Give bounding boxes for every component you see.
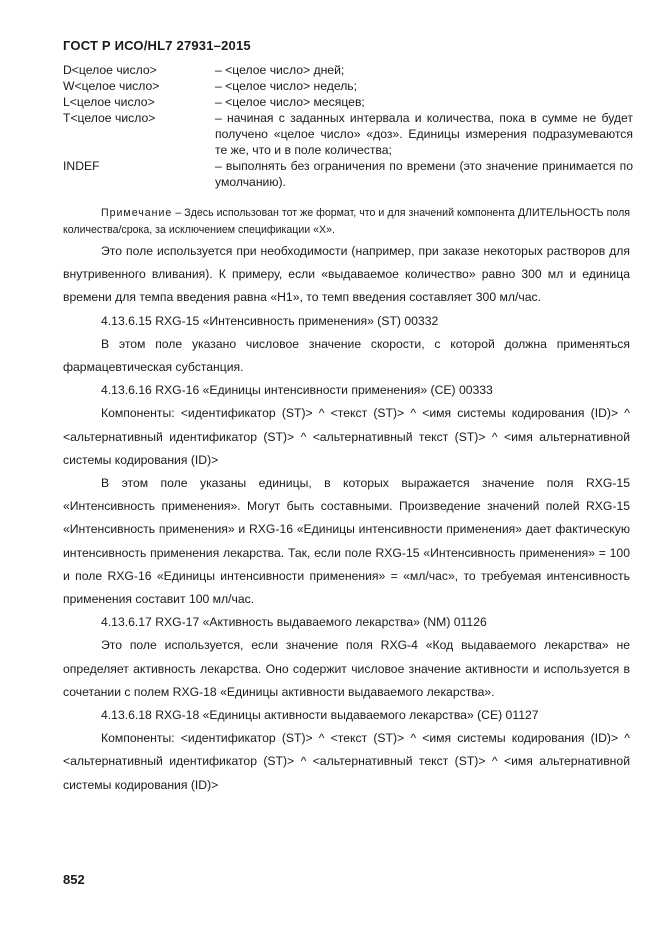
definition-term: D<целое число> [63,63,157,77]
definition-row [63,158,633,190]
note-label: Примечание [101,207,173,219]
paragraph: Это поле используется при необходимости (например, при заказе некоторых растворов для внутривенного вливания). К примеру, если «выдаваемое количество» равно 300 мл и единица времени для темпа введения равна «H1», то темп введения составляет 300 мл/час. [63,244,630,305]
definition-list [63,62,633,190]
definition-row [63,94,633,110]
definition-term: INDEF [63,159,100,173]
definition-desc: – <целое число> месяцев; [215,95,365,109]
body-text [63,240,630,797]
definition-row [63,110,633,158]
section-heading: 4.13.6.17 RXG-17 «Активность выдаваемого лекарства» (NM) 01126 [101,615,487,630]
section-heading: 4.13.6.18 RXG-18 «Единицы активности выдаваемого лекарства» (CE) 01127 [101,708,539,723]
definition-term: L<целое число> [63,95,155,109]
paragraph: Это поле используется, если значение поля RXG-4 «Код выдаваемого лекарства» не определяет активность лекарства. Оно содержит числовое значение активности и используется в сочетании с полем RXG-18 «Единицы активности выдаваемого лекарства». [63,638,630,699]
definition-row [63,62,633,78]
paragraph: Компоненты: <идентификатор (ST)> ^ <текст (ST)> ^ <имя системы кодирования (ID)> ^ <альтернативный идентификатор (ST)> ^ <альтернативный текст (ST)> ^ <имя альтернативной системы кодирования (ID)> [63,406,630,467]
definition-desc: – начиная с заданных интервала и количества, пока в сумме не будет получено «целое число» «доз». Единицы измерения подразумеваются те же, что и в поле количества; [215,111,633,157]
paragraph: В этом поле указаны единицы, в которых выражается значение поля RXG-15 «Интенсивность применения». Могут быть составными. Произведение значений полей RXG-15 «Интенсивность применения» и RXG-16 «Единицы интенсивности применения» дает фактическую интенсивность применения лекарства. Так, если поле RXG-15 «Интенсивность применения» = 100 и поле RXG-16 «Единицы интенсивности применения» = «мл/час», то требуемая интенсивность применения составит 100 мл/час. [63,476,630,607]
page-header: ГОСТ Р ИСО/HL7 27931–2015 [63,38,251,53]
definition-desc: – выполнять без ограничения по времени (это значение принимается по умолчанию). [215,159,633,189]
note [63,205,630,239]
section-heading: 4.13.6.16 RXG-16 «Единицы интенсивности применения» (CE) 00333 [101,383,493,398]
paragraph: В этом поле указано числовое значение скорости, с которой должна применяться фармацевтическая субстанция. [63,336,630,375]
page-number: 852 [63,872,85,887]
definition-desc: – <целое число> недель; [215,79,358,93]
definition-row [63,78,633,94]
definition-term: W<целое число> [63,79,160,93]
definition-term: T<целое число> [63,111,156,125]
definition-desc: – <целое число> дней; [215,63,345,77]
section-heading: 4.13.6.15 RXG-15 «Интенсивность применения» (ST) 00332 [101,313,439,328]
note-text: – Здесь использован тот же формат, что и для значений компонента ДЛИТЕЛЬНОСТЬ поля количества/срока, за исключением спецификации «X». [63,207,630,236]
paragraph: Компоненты: <идентификатор (ST)> ^ <текст (ST)> ^ <имя системы кодирования (ID)> ^ <альтернативный идентификатор (ST)> ^ <альтернативный текст (ST)> ^ <имя альтернативной системы кодирования (ID)> [63,731,630,792]
